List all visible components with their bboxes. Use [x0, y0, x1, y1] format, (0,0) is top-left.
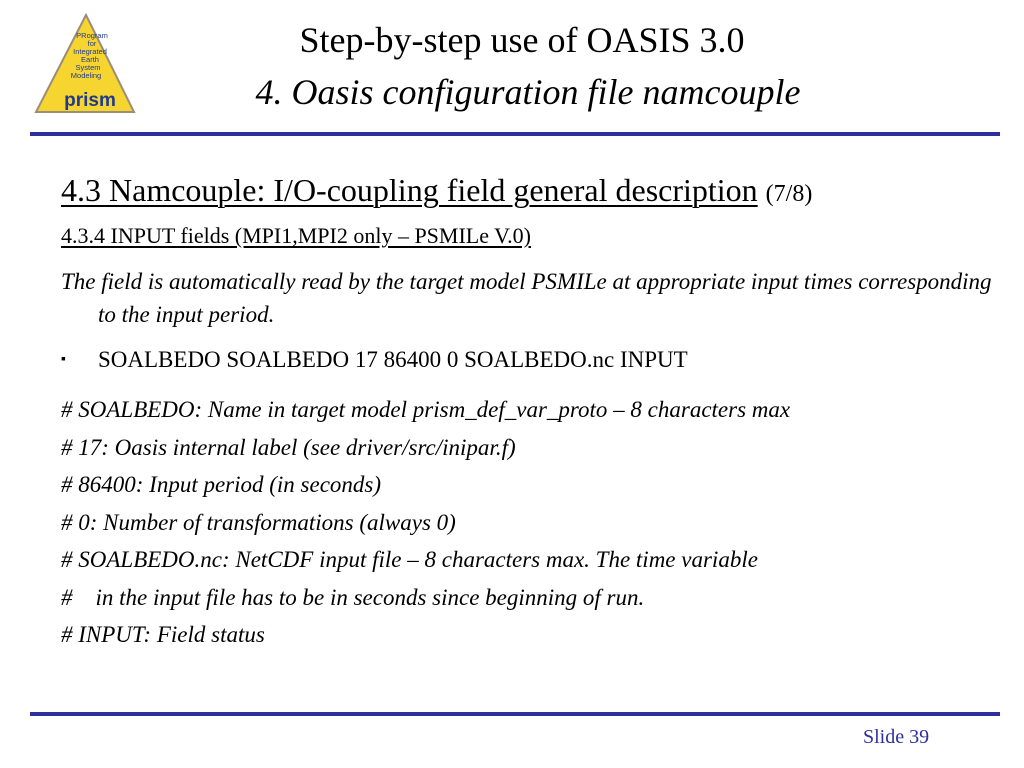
slide-subtitle: 4. Oasis configuration file namcouple: [255, 72, 801, 112]
note-line: # in the input file has to be in seconds since beginning of run.: [61, 584, 645, 610]
note-line: # 86400: Input period (in seconds): [61, 472, 382, 497]
footer-divider: [30, 712, 1000, 716]
logo-text-line: Earth: [81, 55, 99, 64]
slide-number: Slide 39: [863, 726, 930, 748]
note-line: # 0: Number of transformations (always 0): [61, 509, 456, 535]
slide-title: Step-by-step use of OASIS 3.0: [299, 20, 745, 60]
logo-text-line: Integrated: [73, 47, 107, 56]
section-subheading: 4.3.4 INPUT fields (MPI1,MPI2 only – PSMILe V.0): [61, 223, 531, 248]
note-line: # SOALBEDO: Name in target model prism_def_var_proto – 8 characters max: [61, 397, 791, 422]
note-line: # 17: Oasis internal label (see driver/src/inipar.f): [61, 434, 516, 460]
description-paragraph: The field is automatically read by the target model PSMILe at appropriate input times corresponding to the input period.: [61, 269, 992, 327]
note-line: # INPUT: Field status: [61, 622, 265, 647]
logo-text-line: for: [87, 39, 97, 48]
slide-body: [61, 170, 1006, 654]
section-heading-text: 4.3 Namcouple: I/O-coupling field general description: [61, 172, 758, 208]
square-bullet-icon: ▪: [61, 352, 66, 367]
page-indicator: (7/8): [765, 181, 813, 207]
logo-wordmark: prism: [64, 90, 116, 111]
field-notes: [61, 391, 1006, 654]
logo-text-line: Modeling: [70, 71, 102, 80]
logo-text-line: System: [75, 63, 101, 72]
section-heading: [61, 170, 1006, 214]
bullet-text: SOALBEDO SOALBEDO 17 86400 0 SOALBEDO.nc INPUT: [98, 347, 688, 372]
logo-text-line: PRogram: [76, 31, 108, 40]
note-line: # SOALBEDO.nc: NetCDF input file – 8 characters max. The time variable: [61, 547, 758, 572]
header-divider: [30, 132, 1000, 136]
bullet-item: [61, 345, 1006, 375]
